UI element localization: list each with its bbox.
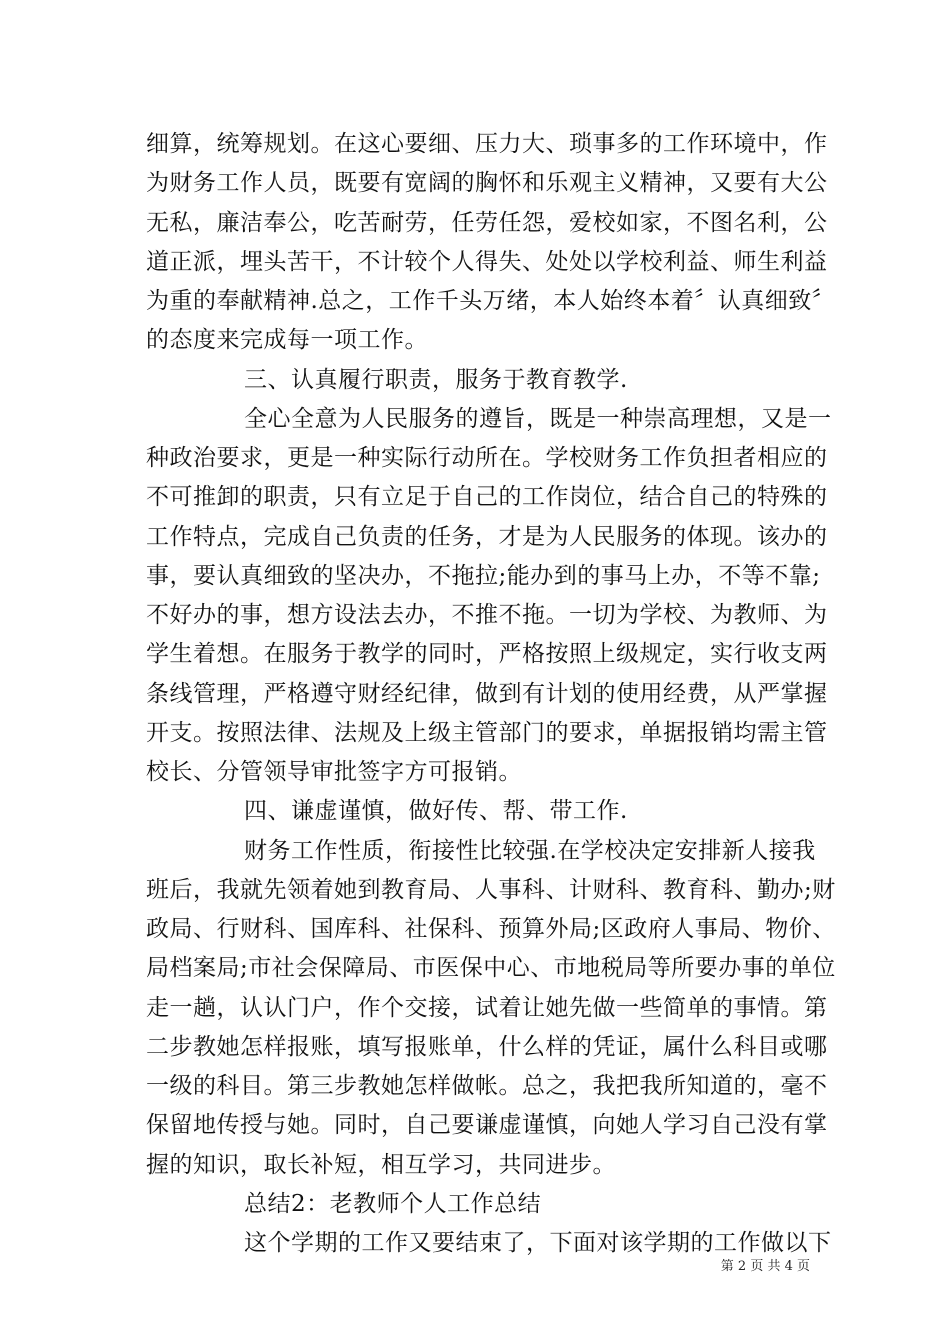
paragraph-line: 种政治要求，更是一种实际行动所在。学校财务工作负担者相应的 (146, 445, 828, 471)
paragraph-line: 握的知识，取长补短，相互学习，共同进步。 (146, 1152, 616, 1178)
paragraph-line: 保留地传授与她。同时，自己要谦虚谨慎，向她人学习自己没有掌 (146, 1112, 828, 1138)
paragraph-line: 学生着想。在服务于教学的同时，严格按照上级规定，实行收支两 (146, 641, 828, 667)
paragraph-line: 财务工作性质，衔接性比较强.在学校决定安排新人接我 (244, 838, 816, 864)
paragraph-line: 事，要认真细致的坚决办，不拖拉;能办到的事马上办，不等不靠; (146, 563, 821, 589)
paragraph-line: 不好办的事，想方设法去办，不推不拖。一切为学校、为教师、为 (146, 602, 828, 628)
paragraph-line: 局档案局;市社会保障局、市医保中心、市地税局等所要办事的单位 (146, 955, 836, 981)
paragraph-line: 三、认真履行职责，服务于教育教学. (244, 367, 628, 393)
paragraph-line: 总结2：老教师个人工作总结 (244, 1191, 542, 1217)
page-footer: 第 2 页 共 4 页 (720, 1259, 810, 1274)
paragraph-line: 工作特点，完成自己负责的任务，才是为人民服务的体现。该办的 (146, 524, 828, 550)
paragraph-line: 道正派，埋头苦干，不计较个人得失、处处以学校利益、师生利益 (146, 249, 828, 275)
paragraph-line: 为财务工作人员，既要有宽阔的胸怀和乐观主义精神，又要有大公 (146, 170, 828, 196)
paragraph-line: 走一趟，认认门户，作个交接，试着让她先做一些简单的事情。第 (146, 995, 828, 1021)
paragraph-line: 校长、分管领导审批签字方可报销。 (146, 759, 522, 785)
paragraph-line: 全心全意为人民服务的遵旨，既是一种崇高理想，又是一 (244, 406, 832, 432)
paragraph-line: 的态度来完成每一项工作。 (146, 327, 428, 353)
paragraph-line: 一级的科目。第三步教她怎样做帐。总之，我把我所知道的，毫不 (146, 1073, 828, 1099)
paragraph-line: 为重的奉献精神.总之，工作千头万绪，本人始终本着〞认真细致〞 (146, 288, 836, 314)
paragraph-line: 二步教她怎样报账，填写报账单，什么样的凭证，属什么科目或哪 (146, 1034, 828, 1060)
paragraph-line: 班后，我就先领着她到教育局、人事科、计财科、教育科、勤办;财 (146, 877, 836, 903)
paragraph-line: 不可推卸的职责，只有立足于自己的工作岗位，结合自己的特殊的 (146, 484, 828, 510)
paragraph-line: 政局、行财科、国库科、社保科、预算外局;区政府人事局、物价、 (146, 916, 836, 942)
paragraph-line: 细算，统筹规划。在这心要细、压力大、琐事多的工作环境中，作 (146, 131, 828, 157)
paragraph-line: 这个学期的工作又要结束了，下面对该学期的工作做以下 (244, 1230, 832, 1256)
paragraph-line: 无私，廉洁奉公，吃苦耐劳，任劳任怨，爱校如家，不图名利，公 (146, 210, 828, 236)
paragraph-line: 四、谦虚谨慎，做好传、帮、带工作. (244, 798, 628, 824)
paragraph-line: 条线管理，严格遵守财经纪律，做到有计划的使用经费，从严掌握 (146, 681, 828, 707)
paragraph-line: 开支。按照法律、法规及上级主管部门的要求，单据报销均需主管 (146, 720, 828, 746)
